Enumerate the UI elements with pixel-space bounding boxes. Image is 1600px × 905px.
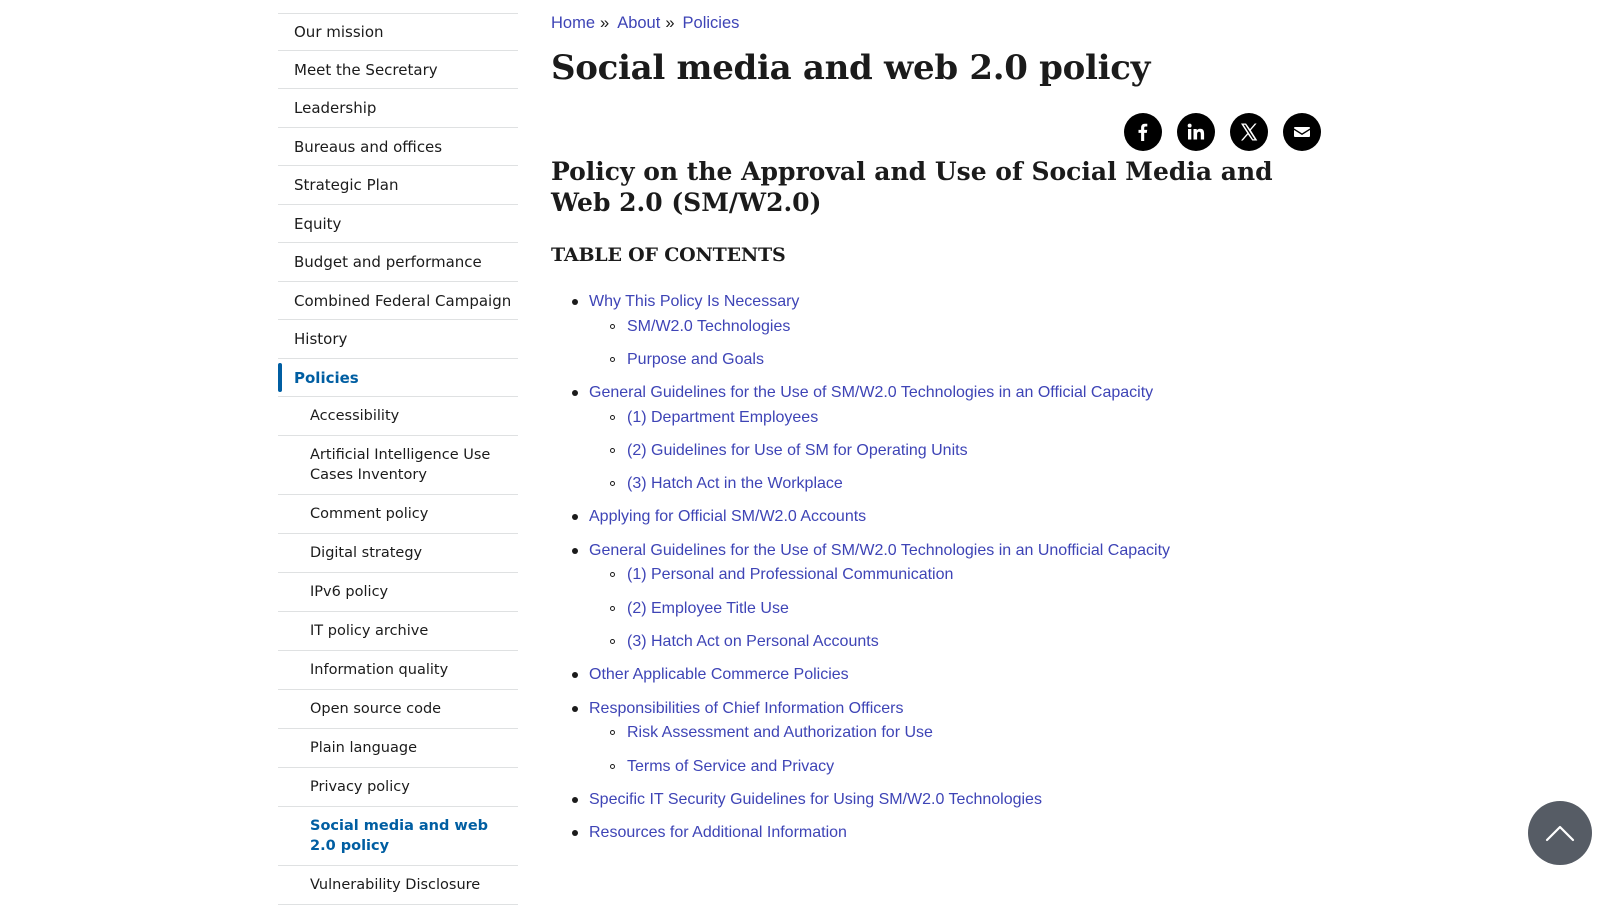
breadcrumb-separator: » bbox=[665, 14, 675, 32]
bullet-circle bbox=[610, 481, 615, 486]
toc-link[interactable]: Specific IT Security Guidelines for Using SM/W2.0 Technologies bbox=[589, 791, 1042, 808]
sidebar-subitem-vulnerability-disclosure[interactable]: Vulnerability Disclosure bbox=[278, 866, 518, 905]
bullet-disc bbox=[572, 299, 578, 305]
sidebar-subitem-digital-strategy[interactable]: Digital strategy bbox=[278, 534, 518, 573]
share-email-button[interactable] bbox=[1283, 113, 1321, 151]
sidebar-subitem-ipv6-policy[interactable]: IPv6 policy bbox=[278, 573, 518, 612]
sidebar-item-meet-the-secretary[interactable]: Meet the Secretary bbox=[278, 51, 518, 89]
bullet-circle bbox=[610, 730, 615, 735]
sidebar-subitem-open-source-code[interactable]: Open source code bbox=[278, 690, 518, 729]
sidebar-item-leadership[interactable]: Leadership bbox=[278, 89, 518, 128]
bullet-disc bbox=[572, 706, 578, 712]
bullet-circle bbox=[610, 572, 615, 577]
toc-link[interactable]: Responsibilities of Chief Information Officers bbox=[589, 700, 904, 717]
sidebar-item-our-mission[interactable]: Our mission bbox=[278, 14, 518, 51]
sidebar-subitem-plain-language[interactable]: Plain language bbox=[278, 729, 518, 768]
toc-link[interactable]: (2) Employee Title Use bbox=[627, 600, 789, 617]
toc-link[interactable]: Applying for Official SM/W2.0 Accounts bbox=[589, 508, 867, 525]
toc-link[interactable]: Resources for Additional Information bbox=[589, 824, 847, 841]
bullet-circle bbox=[610, 606, 615, 611]
toc-link[interactable]: (2) Guidelines for Use of SM for Operating Units bbox=[627, 442, 968, 459]
bullet-disc bbox=[572, 830, 578, 836]
facebook-icon bbox=[1133, 122, 1153, 142]
share-buttons bbox=[1124, 113, 1321, 151]
toc-link[interactable]: General Guidelines for the Use of SM/W2.0 Technologies in an Official Capacity bbox=[589, 384, 1154, 401]
page-title: Social media and web 2.0 policy bbox=[551, 48, 1151, 88]
toc-link[interactable]: (1) Department Employees bbox=[627, 409, 819, 426]
breadcrumb-home[interactable]: Home bbox=[551, 14, 596, 32]
toc-link[interactable]: General Guidelines for the Use of SM/W2.0 Technologies in an Unofficial Capacity bbox=[589, 542, 1171, 559]
share-x-button[interactable] bbox=[1230, 113, 1268, 151]
bullet-disc bbox=[572, 797, 578, 803]
breadcrumb bbox=[551, 14, 739, 33]
policy-title: Policy on the Approval and Use of Social Media and Web 2.0 (SM/W2.0) bbox=[551, 157, 1273, 217]
bullet-circle bbox=[610, 415, 615, 420]
sidebar-item-strategic-plan[interactable]: Strategic Plan bbox=[278, 166, 518, 205]
bullet-disc bbox=[572, 672, 578, 678]
bullet-disc bbox=[572, 514, 578, 520]
sidebar-item-history[interactable]: History bbox=[278, 320, 518, 359]
sidebar-subitem-accessibility[interactable]: Accessibility bbox=[278, 397, 518, 436]
breadcrumb-about[interactable]: About bbox=[617, 14, 661, 32]
sidebar-subitem-it-policy-archive[interactable]: IT policy archive bbox=[278, 612, 518, 651]
bullet-disc bbox=[572, 548, 578, 554]
back-to-top-button[interactable] bbox=[1528, 801, 1592, 865]
bullet-circle bbox=[610, 639, 615, 644]
sidebar-item-policies[interactable]: Policies bbox=[278, 359, 518, 397]
bullet-circle bbox=[610, 324, 615, 329]
sidebar-subitem-information-quality[interactable]: Information quality bbox=[278, 651, 518, 690]
share-linkedin-button[interactable] bbox=[1177, 113, 1215, 151]
email-icon bbox=[1292, 122, 1312, 142]
sidebar-subitem-social-media-policy[interactable]: Social media and web 2.0 policy bbox=[278, 807, 518, 866]
toc-link[interactable]: Purpose and Goals bbox=[627, 351, 764, 368]
chevron-up-icon bbox=[1545, 824, 1575, 842]
sidebar-item-budget-and-performance[interactable]: Budget and performance bbox=[278, 243, 518, 282]
x-icon bbox=[1238, 121, 1260, 143]
bullet-circle bbox=[610, 357, 615, 362]
toc-link[interactable]: Risk Assessment and Authorization for Use bbox=[627, 724, 933, 741]
share-facebook-button[interactable] bbox=[1124, 113, 1162, 151]
toc-link[interactable]: Other Applicable Commerce Policies bbox=[589, 666, 849, 683]
sidebar-subitem-privacy-policy[interactable]: Privacy policy bbox=[278, 768, 518, 807]
bullet-disc bbox=[572, 390, 578, 396]
breadcrumb-policies[interactable]: Policies bbox=[682, 14, 740, 32]
sidebar-subitem-comment-policy[interactable]: Comment policy bbox=[278, 495, 518, 534]
toc-link[interactable]: (3) Hatch Act on Personal Accounts bbox=[627, 633, 879, 650]
sidebar-nav bbox=[278, 13, 518, 905]
toc-link[interactable]: (3) Hatch Act in the Workplace bbox=[627, 475, 843, 492]
toc-link[interactable]: Terms of Service and Privacy bbox=[627, 758, 835, 775]
toc-heading: TABLE OF CONTENTS bbox=[551, 244, 786, 266]
sidebar-item-combined-federal-campaign[interactable]: Combined Federal Campaign bbox=[278, 282, 518, 320]
bullet-circle bbox=[610, 764, 615, 769]
sidebar-subitem-ai-use-cases[interactable]: Artificial Intelligence Use Cases Inventory bbox=[278, 436, 518, 495]
toc-link[interactable]: (1) Personal and Professional Communication bbox=[627, 566, 954, 583]
breadcrumb-separator: » bbox=[600, 14, 610, 32]
sidebar-item-equity[interactable]: Equity bbox=[278, 205, 518, 243]
linkedin-icon bbox=[1186, 122, 1206, 142]
toc-link[interactable]: SM/W2.0 Technologies bbox=[627, 318, 791, 335]
bullet-circle bbox=[610, 448, 615, 453]
toc-link[interactable]: Why This Policy Is Necessary bbox=[589, 293, 800, 310]
sidebar-item-bureaus-and-offices[interactable]: Bureaus and offices bbox=[278, 128, 518, 166]
